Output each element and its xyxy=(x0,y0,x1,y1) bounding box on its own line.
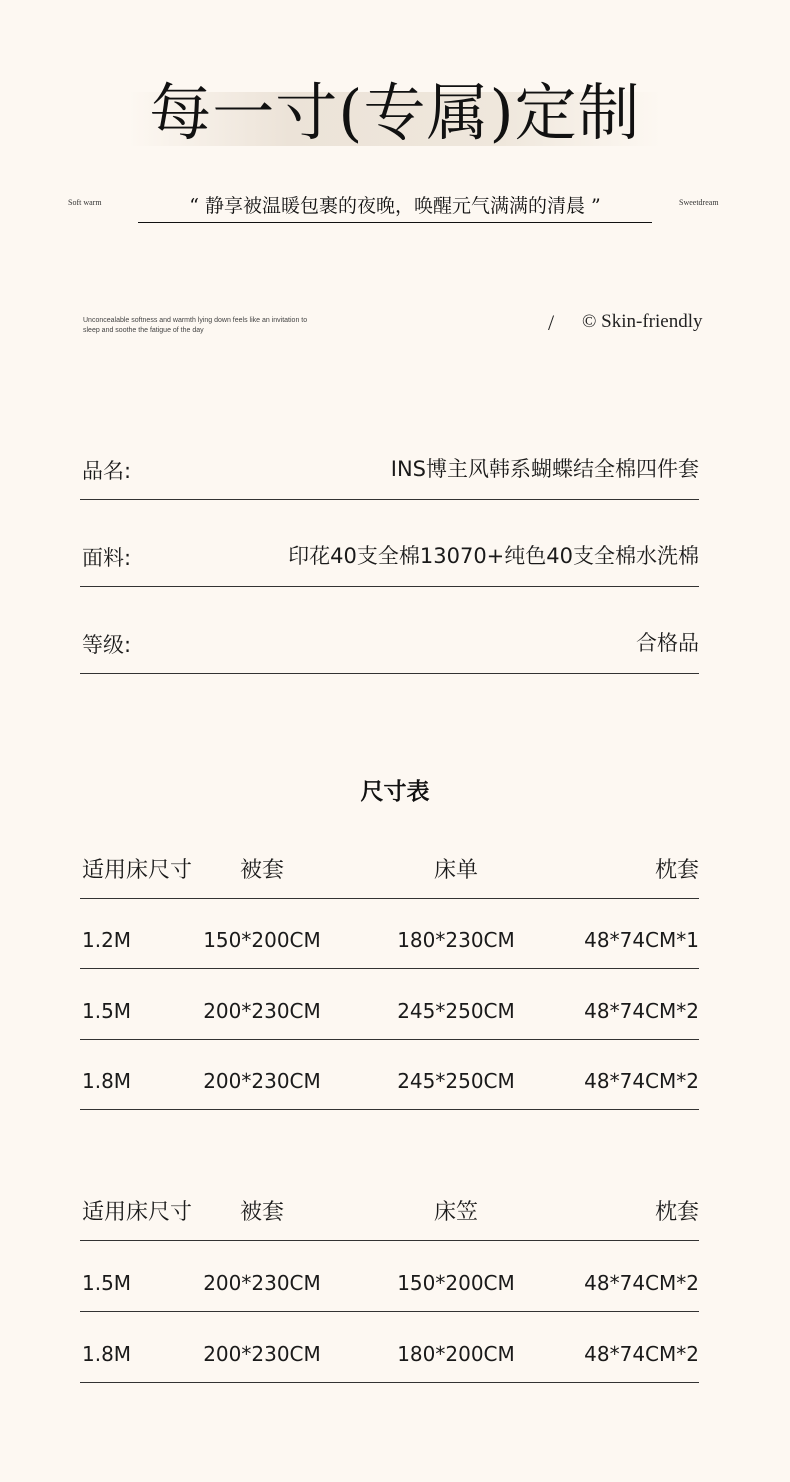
header-cell: 床单 xyxy=(433,858,479,883)
table-cell: 200*230CM xyxy=(203,999,321,1023)
table-cell: 245*250CM xyxy=(397,999,515,1023)
table-row xyxy=(80,1312,699,1383)
divider-slash: / xyxy=(548,310,555,335)
table-cell: 200*230CM xyxy=(203,1271,321,1295)
table-cell: 48*74CM*2 xyxy=(584,1069,699,1093)
header-cell: 床笠 xyxy=(433,1200,479,1225)
header-cell: 适用床尺寸 xyxy=(82,1200,193,1225)
info-value: 印花40支全棉13070+纯色40支全棉水洗棉 xyxy=(288,544,699,568)
table-cell: 200*230CM xyxy=(203,1342,321,1366)
info-row-fabric xyxy=(80,526,699,587)
table-cell: 1.8M xyxy=(82,1342,132,1366)
header-cell: 被套 xyxy=(239,858,285,883)
size-table-heading: 尺寸表 xyxy=(360,779,430,805)
table-cell: 245*250CM xyxy=(397,1069,515,1093)
info-label: 品名: xyxy=(82,459,132,483)
table-row xyxy=(80,1241,699,1312)
table-row xyxy=(80,969,699,1040)
sweetdream-tag: Sweetdream xyxy=(679,198,719,207)
table-cell: 48*74CM*1 xyxy=(584,928,699,952)
table-cell: 180*230CM xyxy=(397,928,515,952)
table-cell: 48*74CM*2 xyxy=(584,999,699,1023)
header-cell: 枕套 xyxy=(654,858,699,883)
table-cell: 150*200CM xyxy=(203,928,321,952)
table-cell: 200*230CM xyxy=(203,1069,321,1093)
table-row xyxy=(80,1040,699,1110)
info-value: 合格品 xyxy=(636,631,699,655)
table-row xyxy=(80,899,699,969)
table-header-row xyxy=(80,1173,699,1241)
info-value: INS博主风韩系蝴蝶结全棉四件套 xyxy=(390,457,699,481)
table-cell: 1.2M xyxy=(82,928,132,952)
soft-warm-tag: Soft warm xyxy=(68,198,102,207)
tagline-line-1: Unconcealable softness and warmth lying down feels like an invitation to xyxy=(83,317,308,324)
header-cell: 适用床尺寸 xyxy=(82,858,193,883)
table-cell: 1.5M xyxy=(82,999,132,1023)
page-title: 每一寸(专属)定制 xyxy=(149,76,641,149)
table-cell: 48*74CM*2 xyxy=(584,1271,699,1295)
header-cell: 枕套 xyxy=(654,1200,699,1225)
table-cell: 180*200CM xyxy=(397,1342,515,1366)
info-label: 等级: xyxy=(82,633,132,657)
info-label: 面料: xyxy=(82,546,132,570)
table-cell: 1.5M xyxy=(82,1271,132,1295)
header-cell: 被套 xyxy=(239,1200,285,1225)
table-cell: 48*74CM*2 xyxy=(584,1342,699,1366)
size-table-1 xyxy=(80,831,699,1110)
info-row-name xyxy=(80,439,699,500)
quote-line: “ 静享被温暖包裹的夜晚，唤醒元气满满的清晨 ” xyxy=(138,192,652,223)
table-cell: 150*200CM xyxy=(397,1271,515,1295)
skin-friendly-label: © Skin-friendly xyxy=(582,311,703,332)
table-header-row xyxy=(80,831,699,899)
size-table-2 xyxy=(80,1173,699,1383)
info-row-grade xyxy=(80,613,699,674)
table-cell: 1.8M xyxy=(82,1069,132,1093)
tagline-line-2: sleep and soothe the fatigue of the day xyxy=(83,327,204,334)
